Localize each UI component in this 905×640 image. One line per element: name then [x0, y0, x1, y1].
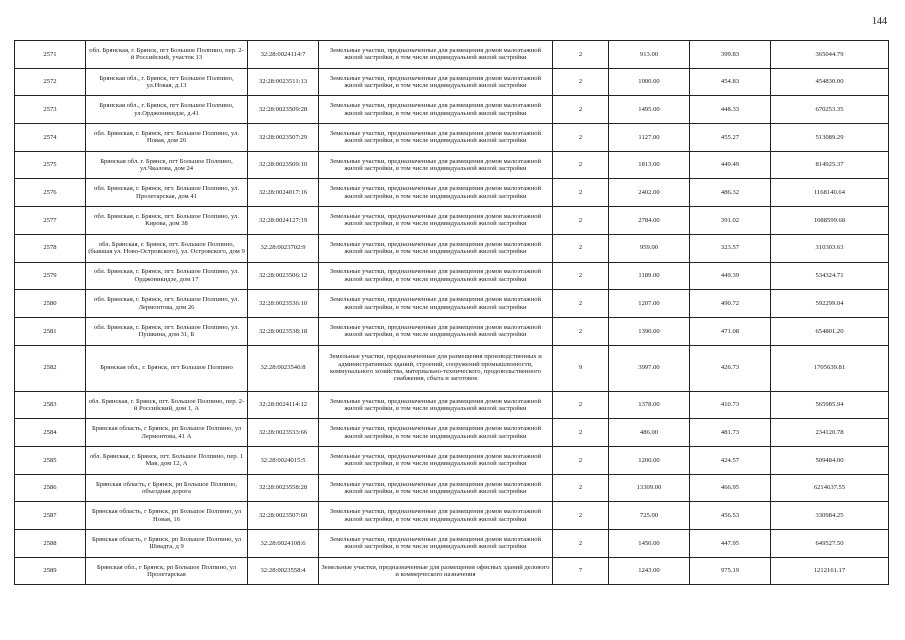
cadastral-number-cell: 32:28:0023509:10: [248, 151, 319, 179]
land-use-cell: Земельные участки, предназначенные для размещения домов малоэтажной жилой застройки, в том числе индивидуальной жилой застройки: [319, 530, 553, 558]
address-cell: обл. Брянская, г. Брянск, пгт. Большое Полпино, (бывшая ул. Ново-Островского), ул. Островского, дом 9: [86, 234, 248, 262]
area-cell: 2402.00: [609, 179, 690, 207]
group-cell: 2: [553, 68, 609, 96]
cadastral-number-cell: 32:28:0023558:4: [248, 557, 319, 585]
cadastral-number-cell: 32:28:0023546:8: [248, 345, 319, 391]
group-cell: 2: [553, 446, 609, 474]
address-cell: обл. Брянская, г. Брянск, пгт. Большое Полпино, пер. 2-й Российский, дом 1, А: [86, 391, 248, 419]
specific-value-cell: 466.95: [690, 474, 771, 502]
address-cell: Брянская область, г Брянск, рп Большое Полпино, ул Лермонтова, 41 А: [86, 419, 248, 447]
table-row: [15, 290, 889, 318]
table-row: [15, 317, 889, 345]
specific-value-cell: 490.72: [690, 290, 771, 318]
land-use-cell: Земельные участки, предназначенные для размещения домов малоэтажной жилой застройки, в том числе индивидуальной жилой застройки: [319, 391, 553, 419]
land-use-cell: Земельные участки, предназначенные для размещения производственных и административных зданий, строений, сооружений промышленности, коммунального хозяйства, материально-технического, продовольственного снабжения, сбыта и заготовок: [319, 345, 553, 391]
cadastral-value-cell: 1168140.64: [771, 179, 889, 207]
row-number-cell: 2582: [15, 345, 86, 391]
table-row: [15, 530, 889, 558]
cadastral-value-cell: 649527.50: [771, 530, 889, 558]
table-row: [15, 96, 889, 124]
cadastral-value-cell: 310303.63: [771, 234, 889, 262]
area-cell: 2784.00: [609, 207, 690, 235]
row-number-cell: 2581: [15, 317, 86, 345]
specific-value-cell: 399.83: [690, 41, 771, 69]
cadastral-number-cell: 32:28:0024114:7: [248, 41, 319, 69]
cadastral-number-cell: 32:28:0023702:9: [248, 234, 319, 262]
area-cell: 1189.00: [609, 262, 690, 290]
land-use-cell: Земельные участки, предназначенные для размещения домов малоэтажной жилой застройки, в том числе индивидуальной жилой застройки: [319, 151, 553, 179]
specific-value-cell: 455.27: [690, 124, 771, 152]
land-use-cell: Земельные участки, предназначенные для размещения домов малоэтажной жилой застройки, в том числе индивидуальной жилой застройки: [319, 234, 553, 262]
cadastral-number-cell: 32:28:0023506:12: [248, 262, 319, 290]
group-cell: 2: [553, 207, 609, 235]
specific-value-cell: 449.39: [690, 262, 771, 290]
land-use-cell: Земельные участки, предназначенные для размещения домов малоэтажной жилой застройки, в том числе индивидуальной жилой застройки: [319, 96, 553, 124]
table-row: [15, 446, 889, 474]
cadastral-number-cell: 32:28:0024127:19: [248, 207, 319, 235]
land-use-cell: Земельные участки, предназначенные для размещения домов малоэтажной жилой застройки, в том числе индивидуальной жилой застройки: [319, 419, 553, 447]
cadastral-number-cell: 32:28:0023533:66: [248, 419, 319, 447]
land-use-cell: Земельные участки, предназначенные для размещения домов малоэтажной жилой застройки, в том числе индивидуальной жилой застройки: [319, 124, 553, 152]
address-cell: обл. Брянская, г. Брянск, пгт. Большое Полпино, ул. Лермонтова, дом 26: [86, 290, 248, 318]
group-cell: 2: [553, 502, 609, 530]
group-cell: 2: [553, 96, 609, 124]
cadastral-value-cell: 513089.29: [771, 124, 889, 152]
table-row: [15, 391, 889, 419]
area-cell: 1207.00: [609, 290, 690, 318]
cadastral-number-cell: 32:28:0024015:5: [248, 446, 319, 474]
cadastral-number-cell: 32:28:0024017:16: [248, 179, 319, 207]
row-number-cell: 2573: [15, 96, 86, 124]
row-number-cell: 2585: [15, 446, 86, 474]
address-cell: обл. Брянская, г. Брянск, пгт. Большое Полпино, ул. Новая, дом 26: [86, 124, 248, 152]
group-cell: 9: [553, 345, 609, 391]
table-row: [15, 557, 889, 585]
address-cell: Брянская обл. г. Брянск, пгт Большое Полпино, ул.Чкалова, дом 24: [86, 151, 248, 179]
row-number-cell: 2583: [15, 391, 86, 419]
address-cell: обл. Брянская, г. Брянск, пгт. Большое Полпино, ул. Пролетарская, дом 41: [86, 179, 248, 207]
row-number-cell: 2578: [15, 234, 86, 262]
row-number-cell: 2576: [15, 179, 86, 207]
address-cell: Брянская область, г Брянск, рп Большое Полпино, ул Шмадта, д 9: [86, 530, 248, 558]
cadastral-number-cell: 32:28:0023507:29: [248, 124, 319, 152]
area-cell: 1378.00: [609, 391, 690, 419]
cadastral-number-cell: 32:28:0023536:10: [248, 290, 319, 318]
area-cell: 1495.00: [609, 96, 690, 124]
row-number-cell: 2575: [15, 151, 86, 179]
land-use-cell: Земельные участки, предназначенные для размещения домов малоэтажной жилой застройки, в том числе индивидуальной жилой застройки: [319, 41, 553, 69]
area-cell: 486.00: [609, 419, 690, 447]
area-cell: 1450.00: [609, 530, 690, 558]
table-body: [15, 41, 889, 585]
address-cell: Брянская область, г Брянск, рп Большое Полпино, ул Новая, 16: [86, 502, 248, 530]
table-row: [15, 345, 889, 391]
address-cell: Брянская обл., г. Брянск, пгт Большое Полпино, ул.Новая, д.13: [86, 68, 248, 96]
specific-value-cell: 410.73: [690, 391, 771, 419]
land-use-cell: Земельные участки, предназначенные для размещения домов малоэтажной жилой застройки, в том числе индивидуальной жилой застройки: [319, 262, 553, 290]
group-cell: 2: [553, 391, 609, 419]
address-cell: Брянская область, г Брянск, рп Большое Полпино, объездная дорога: [86, 474, 248, 502]
table-row: [15, 179, 889, 207]
land-register-table: [14, 40, 889, 585]
address-cell: Брянская обл., г. Брянск, пгт Большое Полпино, ул.Орджоникидзе, д.41: [86, 96, 248, 124]
group-cell: 2: [553, 179, 609, 207]
cadastral-value-cell: 454830.00: [771, 68, 889, 96]
land-use-cell: Земельные участки, предназначенные для размещения домов малоэтажной жилой застройки, в том числе индивидуальной жилой застройки: [319, 68, 553, 96]
row-number-cell: 2587: [15, 502, 86, 530]
address-cell: Брянская обл., г. Брянск, пгт Большое Полпино: [86, 345, 248, 391]
table-row: [15, 151, 889, 179]
specific-value-cell: 447.95: [690, 530, 771, 558]
cadastral-value-cell: 509484.00: [771, 446, 889, 474]
specific-value-cell: 454.83: [690, 68, 771, 96]
cadastral-value-cell: 1705639.81: [771, 345, 889, 391]
land-use-cell: Земельные участки, предназначенные для размещения домов малоэтажной жилой застройки, в том числе индивидуальной жилой застройки: [319, 474, 553, 502]
group-cell: 2: [553, 317, 609, 345]
cadastral-value-cell: 814925.37: [771, 151, 889, 179]
address-cell: обл. Брянская, г. Брянск, пгт. Большое Полпино, ул. Орджоникидзе, дом 17: [86, 262, 248, 290]
cadastral-value-cell: 654801.20: [771, 317, 889, 345]
address-cell: Брянская обл., г Брянск, рп Большое Полпино, ул Пролетарская: [86, 557, 248, 585]
specific-value-cell: 481.73: [690, 419, 771, 447]
cadastral-number-cell: 32:28:0023511:13: [248, 68, 319, 96]
specific-value-cell: 424.57: [690, 446, 771, 474]
area-cell: 1243.00: [609, 557, 690, 585]
specific-value-cell: 471.08: [690, 317, 771, 345]
land-use-cell: Земельные участки, предназначенные для размещения офисных зданий делового и коммерческого назначения: [319, 557, 553, 585]
cadastral-number-cell: 32:28:0024114:12: [248, 391, 319, 419]
specific-value-cell: 426.73: [690, 345, 771, 391]
land-use-cell: Земельные участки, предназначенные для размещения домов малоэтажной жилой застройки, в том числе индивидуальной жилой застройки: [319, 179, 553, 207]
cadastral-number-cell: 32:28:0023507:60: [248, 502, 319, 530]
table-row: [15, 207, 889, 235]
cadastral-value-cell: 330984.25: [771, 502, 889, 530]
table-row: [15, 68, 889, 96]
land-use-cell: Земельные участки, предназначенные для размещения домов малоэтажной жилой застройки, в том числе индивидуальной жилой застройки: [319, 446, 553, 474]
address-cell: обл. Брянская, г. Брянск, пгт. Большое Полпино, пер. 1 Мая, дом 12, А: [86, 446, 248, 474]
row-number-cell: 2589: [15, 557, 86, 585]
table-row: [15, 474, 889, 502]
area-cell: 725.00: [609, 502, 690, 530]
address-cell: обл. Брянская, г. Брянск, пгт Большое Полпино, пер. 2-й Российский, участок 13: [86, 41, 248, 69]
area-cell: 959.00: [609, 234, 690, 262]
specific-value-cell: 449.49: [690, 151, 771, 179]
table-row: [15, 234, 889, 262]
area-cell: 1813.00: [609, 151, 690, 179]
group-cell: 2: [553, 41, 609, 69]
area-cell: 913.00: [609, 41, 690, 69]
cadastral-number-cell: 32:28:0023558:28: [248, 474, 319, 502]
cadastral-value-cell: 670253.35: [771, 96, 889, 124]
table-row: [15, 262, 889, 290]
group-cell: 2: [553, 124, 609, 152]
area-cell: 1000.00: [609, 68, 690, 96]
specific-value-cell: 323.57: [690, 234, 771, 262]
address-cell: обл. Брянская, г. Брянск, пгт. Большое Полпино, ул. Пушкина, дом 31, Б: [86, 317, 248, 345]
specific-value-cell: 486.32: [690, 179, 771, 207]
group-cell: 7: [553, 557, 609, 585]
cadastral-number-cell: 32:28:0024108:6: [248, 530, 319, 558]
area-cell: 1200.00: [609, 446, 690, 474]
row-number-cell: 2571: [15, 41, 86, 69]
group-cell: 2: [553, 151, 609, 179]
table-row: [15, 124, 889, 152]
cadastral-value-cell: 365044.79: [771, 41, 889, 69]
row-number-cell: 2577: [15, 207, 86, 235]
row-number-cell: 2584: [15, 419, 86, 447]
row-number-cell: 2579: [15, 262, 86, 290]
cadastral-value-cell: 534324.71: [771, 262, 889, 290]
area-cell: 1390.00: [609, 317, 690, 345]
land-use-cell: Земельные участки, предназначенные для размещения домов малоэтажной жилой застройки, в том числе индивидуальной жилой застройки: [319, 207, 553, 235]
row-number-cell: 2586: [15, 474, 86, 502]
row-number-cell: 2580: [15, 290, 86, 318]
group-cell: 2: [553, 262, 609, 290]
cadastral-number-cell: 32:28:0023509:28: [248, 96, 319, 124]
cadastral-value-cell: 6214637.55: [771, 474, 889, 502]
row-number-cell: 2572: [15, 68, 86, 96]
cadastral-number-cell: 32:28:0023538:18: [248, 317, 319, 345]
specific-value-cell: 975.19: [690, 557, 771, 585]
table-row: [15, 419, 889, 447]
specific-value-cell: 448.33: [690, 96, 771, 124]
cadastral-value-cell: 565985.94: [771, 391, 889, 419]
cadastral-value-cell: 592299.04: [771, 290, 889, 318]
specific-value-cell: 391.02: [690, 207, 771, 235]
land-use-cell: Земельные участки, предназначенные для размещения домов малоэтажной жилой застройки, в том числе индивидуальной жилой застройки: [319, 502, 553, 530]
cadastral-value-cell: 1212161.17: [771, 557, 889, 585]
address-cell: обл. Брянская, г. Брянск, пгт. Большое Полпино, ул. Кирова, дом 38: [86, 207, 248, 235]
group-cell: 2: [553, 290, 609, 318]
row-number-cell: 2588: [15, 530, 86, 558]
page-number: 144: [872, 16, 887, 27]
cadastral-value-cell: 234120.78: [771, 419, 889, 447]
group-cell: 2: [553, 530, 609, 558]
area-cell: 13309.00: [609, 474, 690, 502]
land-use-cell: Земельные участки, предназначенные для размещения домов малоэтажной жилой застройки, в том числе индивидуальной жилой застройки: [319, 317, 553, 345]
area-cell: 3997.00: [609, 345, 690, 391]
table-row: [15, 502, 889, 530]
cadastral-value-cell: 1088599.68: [771, 207, 889, 235]
row-number-cell: 2574: [15, 124, 86, 152]
area-cell: 1127.00: [609, 124, 690, 152]
group-cell: 2: [553, 474, 609, 502]
group-cell: 2: [553, 419, 609, 447]
land-use-cell: Земельные участки, предназначенные для размещения домов малоэтажной жилой застройки, в том числе индивидуальной жилой застройки: [319, 290, 553, 318]
table-row: [15, 41, 889, 69]
specific-value-cell: 456.53: [690, 502, 771, 530]
group-cell: 2: [553, 234, 609, 262]
